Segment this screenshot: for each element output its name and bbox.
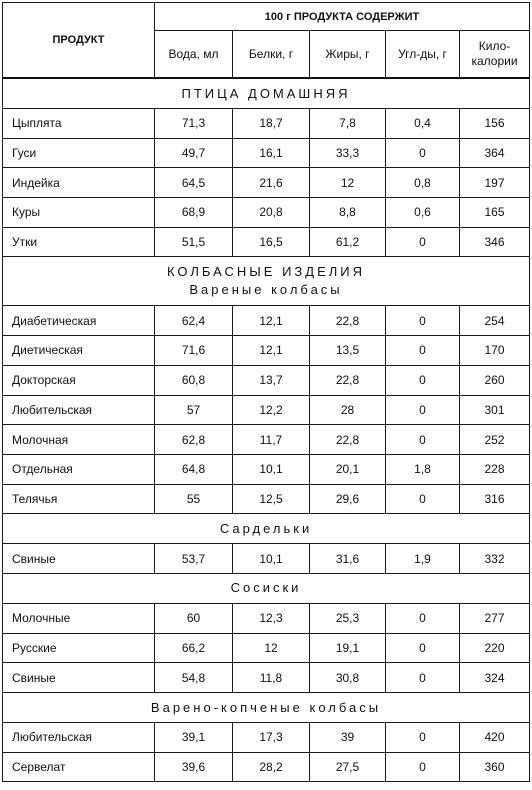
table-row [3,723,530,753]
table-row [3,395,530,425]
value-cell: 39,1 [155,723,233,753]
product-name-cell: Молочные [3,603,155,633]
table-row [3,109,530,139]
value-cell: 0 [386,663,460,693]
product-name-cell: Свиные [3,663,155,693]
value-cell: 62,4 [155,306,233,336]
value-cell: 7,8 [310,109,386,139]
table-row [3,663,530,693]
value-cell: 301 [460,395,530,425]
product-name-cell: Диетическая [3,336,155,366]
value-cell: 197 [460,168,530,198]
value-cell: 51,5 [155,227,233,257]
value-cell: 68,9 [155,198,233,228]
product-name-cell: Отдельная [3,454,155,484]
value-cell: 0 [386,723,460,753]
value-cell: 39 [310,723,386,753]
section-title-line: Сосиски [230,580,302,596]
value-cell: 0 [386,752,460,782]
value-cell: 0,8 [386,168,460,198]
value-cell: 17,3 [233,723,310,753]
product-name-cell: Гуси [3,138,155,168]
value-cell: 39,6 [155,752,233,782]
value-cell: 12,2 [233,395,310,425]
section-header [3,78,530,109]
section-header [3,514,530,544]
product-name-cell: Любительская [3,395,155,425]
table-row [3,138,530,168]
value-cell: 61,2 [310,227,386,257]
value-cell: 57 [155,395,233,425]
value-cell: 60 [155,603,233,633]
value-cell: 11,8 [233,663,310,693]
value-cell: 346 [460,227,530,257]
value-cell: 29,6 [310,484,386,514]
product-name-cell: Цыплята [3,109,155,139]
section-title [3,693,530,723]
column-header-kcal: Кило- калории [460,31,530,79]
value-cell: 220 [460,633,530,663]
product-name-cell: Докторская [3,365,155,395]
table-body [3,78,530,782]
value-cell: 0 [386,484,460,514]
value-cell: 20,1 [310,454,386,484]
column-header-carbs: Угл-ды, г [386,31,460,79]
value-cell: 16,5 [233,227,310,257]
table-row [3,227,530,257]
value-cell: 21,6 [233,168,310,198]
value-cell: 0 [386,365,460,395]
value-cell: 12,1 [233,306,310,336]
value-cell: 16,1 [233,138,310,168]
value-cell: 22,8 [310,425,386,455]
value-cell: 49,7 [155,138,233,168]
nutrient-group-header: 100 г ПРОДУКТА СОДЕРЖИТ [155,3,530,31]
value-cell: 228 [460,454,530,484]
value-cell: 0 [386,633,460,663]
value-cell: 8,8 [310,198,386,228]
value-cell: 420 [460,723,530,753]
product-name-cell: Телячья [3,484,155,514]
table-row [3,544,530,574]
table-row [3,336,530,366]
value-cell: 277 [460,603,530,633]
column-header-water: Вода, мл [155,31,233,79]
value-cell: 0 [386,336,460,366]
section-header [3,573,530,603]
column-header-fat: Жиры, г [310,31,386,79]
value-cell: 13,7 [233,365,310,395]
value-cell: 22,8 [310,365,386,395]
value-cell: 0,4 [386,109,460,139]
value-cell: 12 [233,633,310,663]
value-cell: 0 [386,227,460,257]
section-header [3,257,530,306]
value-cell: 252 [460,425,530,455]
value-cell: 28 [310,395,386,425]
value-cell: 19,1 [310,633,386,663]
value-cell: 12 [310,168,386,198]
value-cell: 71,3 [155,109,233,139]
product-name-cell: Русские [3,633,155,663]
product-name-cell: Индейка [3,168,155,198]
section-title [3,257,530,306]
value-cell: 0 [386,603,460,633]
value-cell: 10,1 [233,544,310,574]
nutrition-table [2,2,530,782]
product-name-cell: Куры [3,198,155,228]
value-cell: 0 [386,306,460,336]
value-cell: 31,6 [310,544,386,574]
section-title-line: ПТИЦА ДОМАШНЯЯ [181,85,351,101]
value-cell: 170 [460,336,530,366]
product-name-cell: Сервелат [3,752,155,782]
section-title-line: Сардельки [219,520,313,536]
section-title [3,78,530,109]
table-row [3,365,530,395]
table-row [3,198,530,228]
table-row [3,306,530,336]
product-name-cell: Молочная [3,425,155,455]
value-cell: 60,8 [155,365,233,395]
value-cell: 0 [386,425,460,455]
column-header-protein: Белки, г [233,31,310,79]
value-cell: 316 [460,484,530,514]
value-cell: 62,8 [155,425,233,455]
product-column-header: ПРОДУКТ [3,3,155,79]
value-cell: 1,8 [386,454,460,484]
value-cell: 324 [460,663,530,693]
product-name-cell: Диабетическая [3,306,155,336]
value-cell: 0 [386,395,460,425]
value-cell: 254 [460,306,530,336]
value-cell: 364 [460,138,530,168]
section-title-line: КОЛБАСНЫЕ ИЗДЕЛИЯ [166,264,366,280]
value-cell: 54,8 [155,663,233,693]
table-row [3,425,530,455]
value-cell: 66,2 [155,633,233,663]
table-row [3,484,530,514]
value-cell: 22,8 [310,306,386,336]
value-cell: 12,5 [233,484,310,514]
value-cell: 18,7 [233,109,310,139]
value-cell: 260 [460,365,530,395]
value-cell: 0,6 [386,198,460,228]
value-cell: 156 [460,109,530,139]
value-cell: 12,1 [233,336,310,366]
value-cell: 53,7 [155,544,233,574]
section-title [3,573,530,603]
value-cell: 30,8 [310,663,386,693]
section-title-line: Варено-копченые колбасы [150,699,382,715]
value-cell: 20,8 [233,198,310,228]
value-cell: 25,3 [310,603,386,633]
section-title-line: Вареные колбасы [189,282,343,298]
value-cell: 332 [460,544,530,574]
product-name-cell: Свиные [3,544,155,574]
value-cell: 11,7 [233,425,310,455]
section-header [3,693,530,723]
value-cell: 13,5 [310,336,386,366]
value-cell: 64,5 [155,168,233,198]
value-cell: 27,5 [310,752,386,782]
value-cell: 0 [386,138,460,168]
table-row [3,752,530,782]
value-cell: 33,3 [310,138,386,168]
section-title [3,514,530,544]
value-cell: 28,2 [233,752,310,782]
product-name-cell: Утки [3,227,155,257]
value-cell: 165 [460,198,530,228]
value-cell: 55 [155,484,233,514]
table-row [3,633,530,663]
value-cell: 12,3 [233,603,310,633]
table-row [3,168,530,198]
value-cell: 71,6 [155,336,233,366]
value-cell: 10,1 [233,454,310,484]
table-row [3,454,530,484]
table-row [3,603,530,633]
value-cell: 64,8 [155,454,233,484]
value-cell: 360 [460,752,530,782]
value-cell: 1,9 [386,544,460,574]
product-name-cell: Любительская [3,723,155,753]
